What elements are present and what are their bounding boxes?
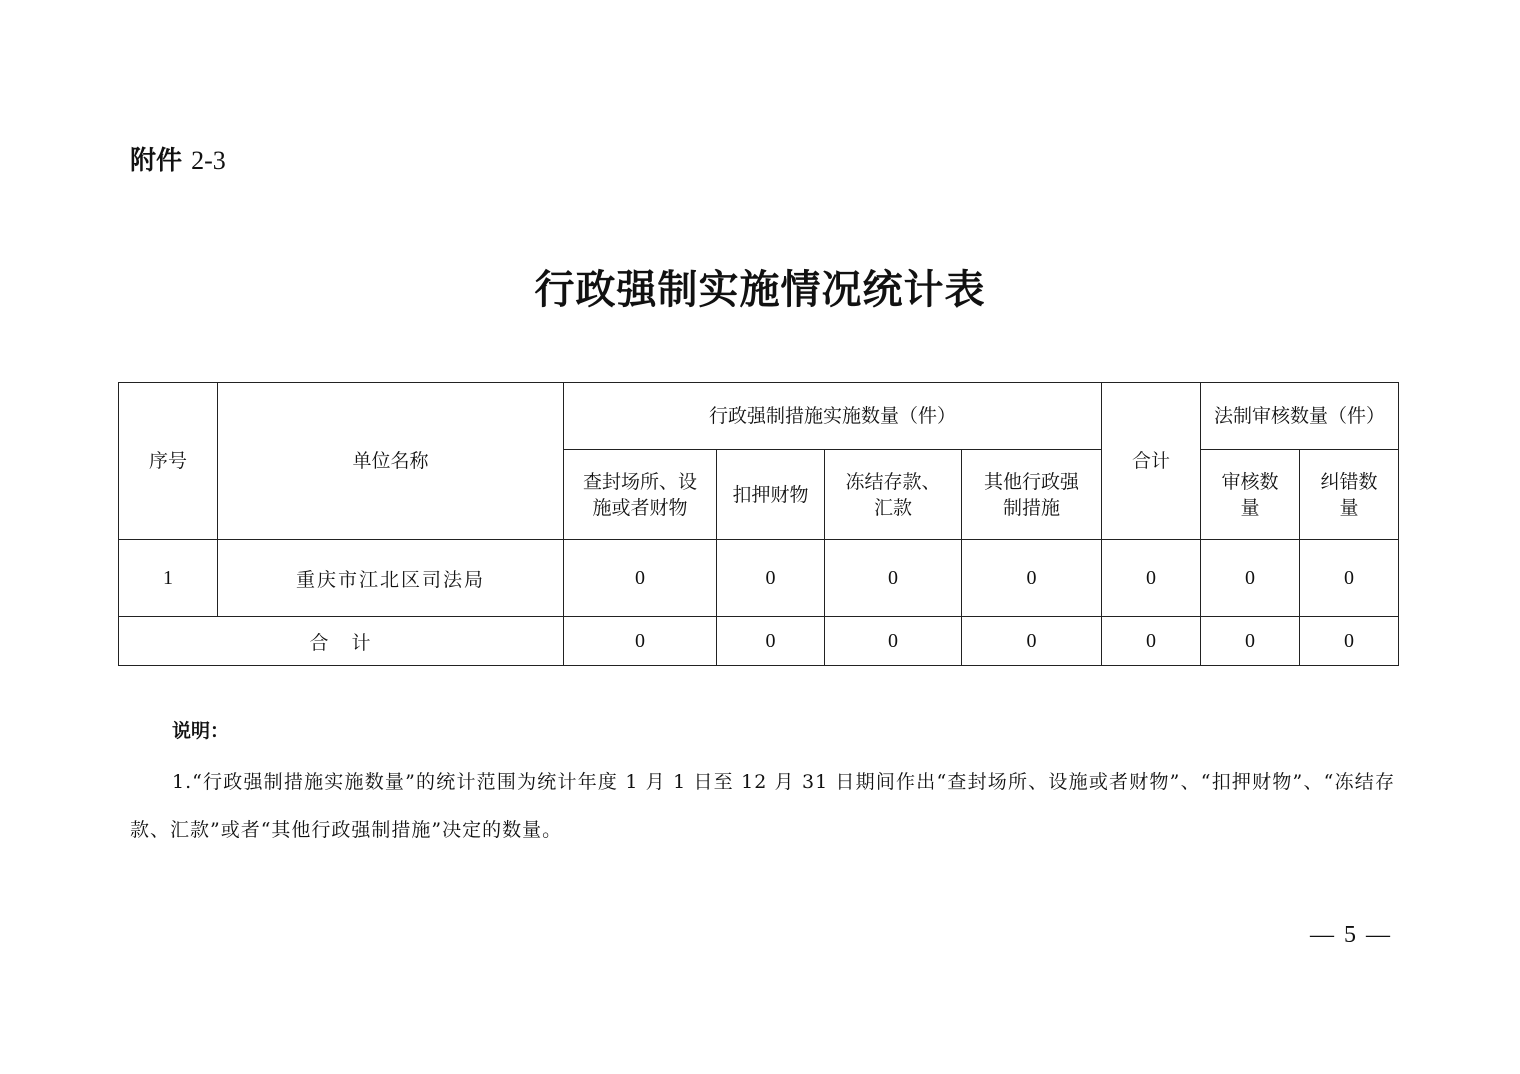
sum-freeze: 0: [825, 617, 962, 666]
header-measures-group: 行政强制措施实施数量（件）: [564, 383, 1102, 450]
row-unit-name: 重庆市江北区司法局: [218, 540, 564, 617]
row-freeze: 0: [825, 540, 962, 617]
header-seq: 序号: [119, 383, 218, 540]
attachment-label: [130, 140, 226, 177]
header-audit: [1201, 450, 1300, 540]
sum-correct: 0: [1300, 617, 1399, 666]
row-total: 0: [1102, 540, 1201, 617]
header-detain: 扣押财物: [717, 450, 825, 540]
page-title: 行政强制实施情况统计表: [534, 266, 986, 313]
row-other: 0: [962, 540, 1102, 617]
row-correct: 0: [1300, 540, 1399, 617]
header-audit-line1: 审核数: [1221, 470, 1279, 493]
sum-detain: 0: [717, 617, 825, 666]
sum-other: 0: [962, 617, 1102, 666]
header-correct-line1: 纠错数: [1320, 470, 1378, 493]
header-seal-line2: 施或者财物: [592, 496, 688, 519]
header-correct: [1300, 450, 1399, 540]
header-review-group: 法制审核数量（件）: [1201, 383, 1399, 450]
row-detain: 0: [717, 540, 825, 617]
statistics-table: [118, 382, 1399, 666]
notes-item-1: 1.“行政强制措施实施数量”的统计范围为统计年度 1 月 1 日至 12 月 31 日期间作出“查封场所、设施或者财物”、“扣押财物”、“冻结存款、汇款”或者“其他行政强制措施”决定的数量。: [130, 771, 1395, 841]
header-row-1: [119, 383, 1399, 450]
header-audit-line2: 量: [1240, 496, 1260, 519]
header-seal: [564, 450, 717, 540]
header-other-line1: 其他行政强: [984, 470, 1080, 493]
row-audit: 0: [1201, 540, 1300, 617]
notes-heading: 说明：: [172, 720, 230, 742]
header-correct-line2: 量: [1339, 496, 1359, 519]
header-freeze: [825, 450, 962, 540]
header-freeze-line1: 冻结存款、: [845, 470, 941, 493]
table-row: [119, 540, 1399, 617]
header-total: 合计: [1102, 383, 1201, 540]
page-number: — 5 —: [1310, 922, 1392, 948]
header-freeze-line2: 汇款: [873, 496, 912, 519]
sum-label: 合 计: [119, 617, 564, 666]
attachment-number: 2-3: [191, 146, 226, 175]
sum-seal: 0: [564, 617, 717, 666]
attachment-word: 附件: [130, 146, 183, 176]
row-seq: 1: [119, 540, 218, 617]
header-seal-line1: 查封场所、设: [582, 470, 697, 493]
sum-row: [119, 617, 1399, 666]
header-unit-name: 单位名称: [218, 383, 564, 540]
sum-audit: 0: [1201, 617, 1300, 666]
header-other: [962, 450, 1102, 540]
row-seal: 0: [564, 540, 717, 617]
header-other-line2: 制措施: [1003, 496, 1061, 519]
sum-total: 0: [1102, 617, 1201, 666]
